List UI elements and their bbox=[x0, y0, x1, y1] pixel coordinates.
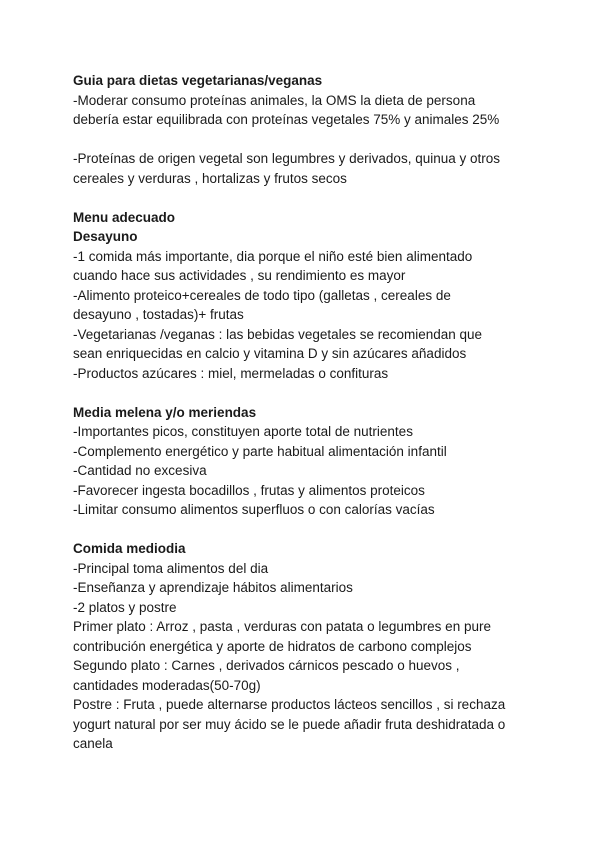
intro2-line: -Proteínas de origen vegetal son legumbres y derivados, quinua y otros bbox=[73, 151, 500, 166]
menu-heading: Menu adecuado bbox=[73, 209, 176, 225]
media-line: -Importantes picos, constituyen aporte total de nutrientes bbox=[73, 424, 413, 439]
comida-line: Segundo plato : Carnes , derivados cárnicos pescado o huevos , bbox=[73, 658, 460, 673]
desayuno-line: -Alimento proteico+cereales de todo tipo (galletas , cereales de bbox=[73, 287, 451, 303]
intro2-line: cereales y verduras , hortalizas y frutos secos bbox=[73, 170, 347, 186]
desayuno-line: cuando hace sus actividades , su rendimiento es mayor bbox=[73, 268, 406, 283]
comida-line: contribución energética y aporte de hidratos de carbono complejos bbox=[73, 638, 472, 654]
desayuno-line: sean enriquecidas en calcio y vitamina D y sin azúcares añadidos bbox=[73, 346, 467, 361]
comida-heading: Comida mediodia bbox=[73, 541, 186, 556]
comida-line: canela bbox=[73, 736, 113, 751]
media-heading: Media melena y/o meriendas bbox=[73, 404, 257, 420]
comida-line: Primer plato : Arroz , pasta , verduras con patata o legumbres en pure bbox=[73, 619, 491, 634]
intro-line: -Moderar consumo proteínas animales, la OMS la dieta de persona bbox=[73, 92, 476, 108]
media-line: -Favorecer ingesta bocadillos , frutas y alimentos proteicos bbox=[73, 482, 425, 498]
document-page bbox=[73, 71, 573, 754]
desayuno-line: desayuno , tostadas)+ frutas bbox=[73, 307, 244, 322]
desayuno-line: -Vegetarianas /veganas : las bebidas vegetales se recomiendan que bbox=[73, 326, 483, 342]
media-line: -Complemento energético y parte habitual alimentación infantil bbox=[73, 443, 447, 459]
comida-line: Postre : Fruta , puede alternarse productos lácteos sencillos , si rechaza bbox=[73, 697, 506, 712]
comida-line: -2 platos y postre bbox=[73, 599, 177, 615]
desayuno-heading: Desayuno bbox=[73, 229, 138, 244]
desayuno-line: -Productos azúcares : miel, mermeladas o confituras bbox=[73, 365, 389, 381]
media-line: -Limitar consumo alimentos superfluos o con calorías vacías bbox=[73, 502, 435, 517]
desayuno-line: -1 comida más importante, dia porque el niño esté bien alimentado bbox=[73, 248, 473, 264]
comida-line: -Enseñanza y aprendizaje hábitos alimentarios bbox=[73, 580, 353, 595]
intro-line: debería estar equilibrada con proteínas vegetales 75% y animales 25% bbox=[73, 112, 500, 127]
media-line: -Cantidad no excesiva bbox=[73, 463, 207, 478]
comida-line: -Principal toma alimentos del dia bbox=[73, 560, 269, 576]
comida-line: cantidades moderadas(50-70g) bbox=[73, 677, 261, 693]
comida-line: yogurt natural por ser muy ácido se le puede añadir fruta deshidratada o bbox=[73, 716, 506, 732]
document-title: Guia para dietas vegetarianas/veganas bbox=[73, 73, 323, 88]
